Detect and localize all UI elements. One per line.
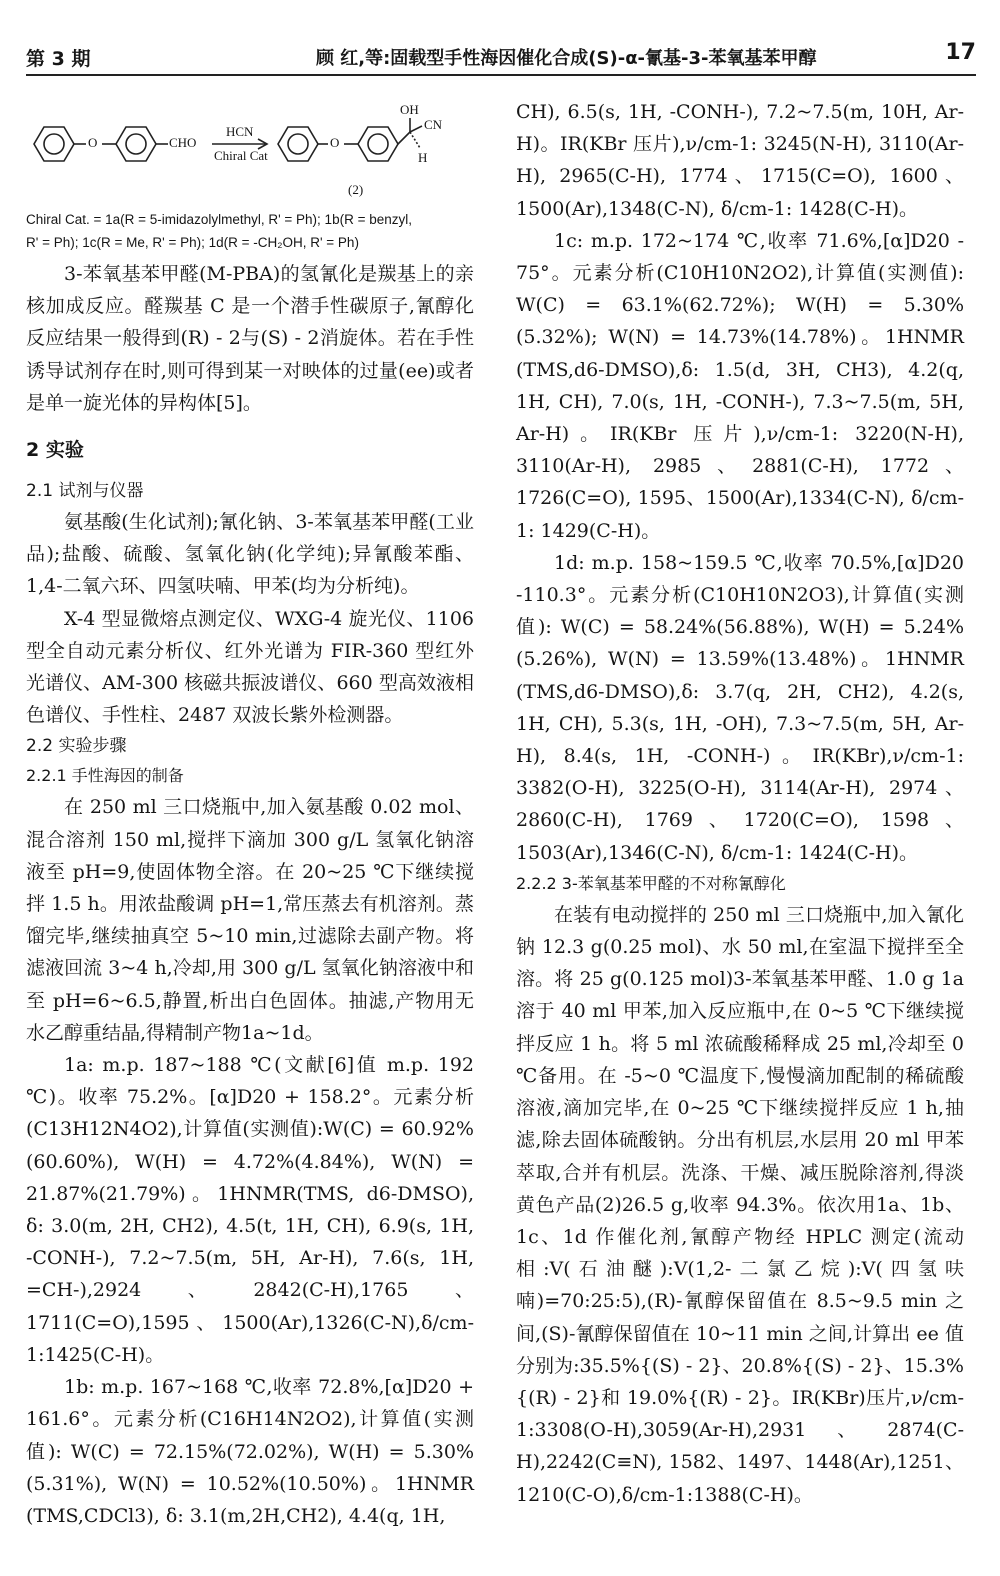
reaction-scheme: [26, 96, 474, 208]
compound-1a-data: 1a: m.p. 187~188 ℃(文献[6]值 m.p. 192 ℃)。收率 75.2%。[α]D20 + 158.2°。元素分析(C13H12N4O2),计算值(实测值):W(C) = 60.92%(60.60%), W(H) = 4.72%(4.84%), W(N) = 21.87%(21.79%)。1HNMR(TMS, d6-DMSO), δ: 3.0(m, 2H, CH2), 4.5(t, 1H, CH), 6.9(s, 1H, -CONH-), 7.2~7.5(m, 5H, Ar-H), 7.6(s, 1H, =CH-),2924、2842(C-H),1765、1711(C=O),1595、1500(Ar),1326(C-N),δ/cm-1:1425(C-H)。: [26, 1054, 474, 1366]
right-column: [516, 96, 964, 1511]
reagents-paragraph: 氨基酸(生化试剂);氰化钠、3-苯氧基苯甲醛(工业品);盐酸、硫酸、氢氧化钠(化学纯);异氰酸苯酯、1,4-二氧六环、四氢呋喃、甲苯(均为分析纯)。: [26, 511, 474, 598]
issue-label: 第 3 期: [26, 48, 91, 70]
product-number: (2): [348, 182, 364, 197]
section-2-2-2-heading: 2.2.2 3-苯氧基苯甲醛的不对称氰醇化: [516, 873, 786, 893]
compound-1b-data-continued: CH), 6.5(s, 1H, -CONH-), 7.2~7.5(m, 10H, Ar-H)。IR(KBr 压片),ν/cm-1: 3245(N-H), 3110(Ar-H), 2965(C-H), 1774、1715(C=O), 1600、1500(Ar),1348(C-N), δ/cm-1: 1428(C-H)。: [516, 101, 964, 220]
instruments-paragraph: X-4 型显微熔点测定仪、WXG-4 旋光仪、1106 型全自动元素分析仪、红外光谱为 FIR-360 型红外光谱仪、AM-300 核磁共振波谱仪、660 型高效液相色谱仪、手性柱、2487 双波长紫外检测器。: [26, 607, 474, 727]
header-rule: [26, 74, 976, 76]
product-ether-oxygen-label: O: [330, 135, 340, 150]
running-title: 顾 红,等:固载型手性海因催化合成(S)-α-氰基-3-苯氧基苯甲醇: [316, 48, 817, 69]
section-2-2-1-heading: 2.2.1 手性海因的制备: [26, 766, 184, 786]
hydrogen-label: H: [418, 150, 428, 165]
compound-1d-data: 1d: m.p. 158~159.5 ℃,收率 70.5%,[α]D20 -110.3°。元素分析(C10H10N2O3),计算值(实测值): W(C) = 58.24%(56.88%), W(H) = 5.24%(5.26%), W(N) = 13.59%(13.48%)。1HNMR (TMS,d6-DMSO),δ: 3.7(q, 2H, CH2), 4.2(s, 1H, CH), 5.3(s, 1H, -OH), 7.3~7.5(m, 5H, Ar-H), 8.4(s, 1H, -CONH-)。IR(KBr),ν/cm-1: 3382(O-H), 3225(O-H), 3114(Ar-H), 2974、2860(C-H), 1769、1720(C=O), 1598、1503(Ar),1346(C-N), δ/cm-1: 1424(C-H)。: [516, 551, 964, 864]
reagent-label: HCN: [226, 124, 254, 139]
compound-1b-data: 1b: m.p. 167~168 ℃,收率 72.8%,[α]D20 + 161.6°。元素分析(C16H14N2O2),计算值(实测值): W(C) = 72.15%(72.02%), W(H) = 5.30%(5.31%), W(N) = 10.52%(10.50%)。1HNMR (TMS,CDCl3), δ: 3.1(m,2H,CH2), 4.4(q, 1H,: [26, 1376, 474, 1527]
page-number: 17: [945, 40, 976, 65]
ether-oxygen-label: O: [88, 135, 98, 150]
page-header: [26, 40, 976, 80]
aldehyde-group-label: CHO: [169, 135, 197, 150]
catalyst-label: Chiral Cat: [214, 148, 268, 163]
scheme-caption-line-1: Chiral Cat. = 1a(R = 5-imidazolylmethyl, R' = Ph); 1b(R = benzyl,: [26, 212, 412, 227]
scheme-caption-line-2: R' = Ph); 1c(R = Me, R' = Ph); 1d(R = -CH₂OH, R' = Ph): [26, 235, 359, 250]
left-column: [26, 96, 474, 1532]
compound-1c-data: 1c: m.p. 172~174 ℃,收率 71.6%,[α]D20 - 75°。元素分析(C10H10N2O2),计算值(实测值): W(C) = 63.1%(62.72%); W(H) = 5.30%(5.32%); W(N) = 14.73%(14.78%)。1HNMR (TMS,d6-DMSO),δ: 1.5(d, 3H, CH3), 4.2(q, 1H, CH), 7.0(s, 1H, -CONH-), 7.3~7.5(m, 5H, Ar-H)。IR(KBr 压片),ν/cm-1: 3220(N-H), 3110(Ar-H), 2985、2881(C-H), 1772、1726(C=O), 1595、1500(Ar),1334(C-N), δ/cm-1: 1429(C-H)。: [516, 229, 964, 542]
nitrile-label: CN: [424, 117, 443, 132]
section-2-1-heading: 2.1 试剂与仪器: [26, 481, 144, 502]
asymmetric-cyanohydrination-paragraph: 在装有电动搅拌的 250 ml 三口烧瓶中,加入氰化钠 12.3 g(0.25 mol)、水 50 ml,在室温下搅拌至全溶。将 25 g(0.125 mol)3-苯氧基苯甲醛、1.0 g 1a 溶于 40 ml 甲苯,加入反应瓶中,在 0~5 ℃下继续搅拌反应 1 h。将 5 ml 浓硫酸稀释成 25 ml,冷却至 0 ℃备用。在 -5~0 ℃温度下,慢慢滴加配制的稀硫酸溶液,滴加完毕,在 0~25 ℃下继续搅拌反应 1 h,抽滤,除去固体硫酸钠。分出有机层,水层用 20 ml 甲苯萃取,合并有机层。洗涤、干燥、减压脱除溶剂,得淡黄色产品(2)26.5 g,收率 94.3%。依次用1a、1b、1c、1d 作催化剂,氰醇产物经 HPLC 测定(流动相:V(石油醚):V(1,2-二氯乙烷):V(四氢呋喃)=70:25:5),(R)-氰醇保留值在 8.5~9.5 min 之间,(S)-氰醇保留值在 10~11 min 之间,计算出 ee 值分别为:35.5%{(S) - 2}、20.8%{(S) - 2}、15.3%{(R) - 2}和 19.0%{(R) - 2}。IR(KBr)压片,ν/cm-1:3308(O-H),3059(Ar-H),2931、2874(C-H),2242(C≡N), 1582、1497、1448(Ar),1251、1210(C-O),δ/cm-1:1388(C-H)。: [516, 903, 964, 1506]
section-2-2-heading: 2.2 实验步骤: [26, 736, 127, 757]
intro-paragraph: 3-苯氧基苯甲醛(M-PBA)的氢氰化是羰基上的亲核加成反应。醛羰基 C 是一个潜手性碳原子,氰醇化反应结果一般得到(R) - 2与(S) - 2消旋体。若在手性诱导试剂存在时,则可得到某一对映体的过量(ee)或者是单一旋光体的异构体[5]。: [26, 263, 474, 414]
hydroxyl-label: OH: [400, 102, 419, 117]
section-2-heading: 2 实验: [26, 439, 84, 462]
hydantoin-prep-paragraph: 在 250 ml 三口烧瓶中,加入氨基酸 0.02 mol、混合溶剂 150 ml,搅拌下滴加 300 g/L 氢氧化钠溶液至 pH=9,使固体物全溶。在 20~25 ℃下继续搅拌 1.5 h。用浓盐酸调 pH=1,常压蒸去有机溶剂。蒸馏完毕,继续抽真空 5~10 min,过滤除去副产物。将滤液回流 3~4 h,冷却,用 300 g/L 氢氧化钠溶液中和至 pH=6~6.5,静置,析出白色固体。抽滤,产物用无水乙醇重结晶,得精制产物1a~1d。: [26, 796, 474, 1044]
